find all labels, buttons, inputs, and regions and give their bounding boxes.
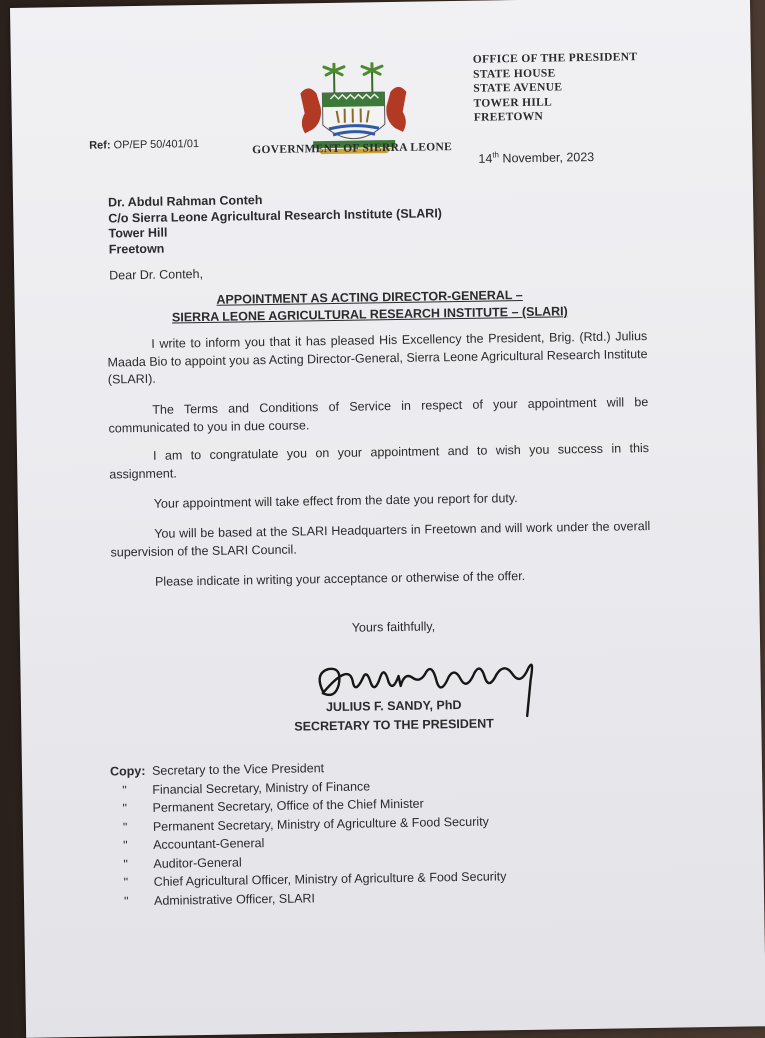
ref-value: OP/EP 50/401/01 [114, 138, 200, 151]
copy-recipient: Accountant-General [153, 834, 264, 854]
recipient-line: Freetown [109, 237, 443, 258]
ditto-mark: " [111, 836, 153, 855]
body-paragraph: I am to congratulate you on your appointment and to wish you success in this assignment. [109, 440, 649, 483]
letterhead-address [473, 50, 639, 125]
date-suffix: th [492, 150, 499, 159]
subject-line: SIERRA LEONE AGRICULTURAL RESEARCH INSTITUTE – (SLARI) [110, 302, 630, 327]
address-line: STATE AVENUE [473, 79, 638, 96]
copy-recipient: Permanent Secretary, Office of the Chief Minister [152, 795, 423, 818]
copy-recipient: Permanent Secretary, Ministry of Agriculture & Food Security [153, 812, 489, 836]
copy-list [110, 756, 507, 910]
ditto-mark: " [111, 817, 153, 836]
address-line: FREETOWN [474, 108, 639, 125]
address-line: OFFICE OF THE PRESIDENT [473, 50, 638, 67]
body-paragraph: The Terms and Conditions of Service in respect of your appointment will be communicated to you in due course. [108, 394, 648, 437]
ditto-mark: " [110, 799, 152, 818]
address-line: TOWER HILL [473, 94, 638, 111]
government-heading: GOVERNMENT OF SIERRA LEONE [252, 141, 452, 156]
copy-label: Copy: [110, 762, 152, 781]
salutation: Dear Dr. Conteh, [109, 267, 203, 282]
letter-date [478, 149, 594, 166]
recipient-line: Tower Hill [108, 221, 442, 242]
ditto-mark: " [112, 873, 154, 892]
body-paragraph: Your appointment will take effect from the date you report for duty. [110, 488, 650, 514]
subject-heading [109, 285, 629, 327]
copy-recipient: Chief Agricultural Officer, Ministry of Agriculture & Food Security [154, 867, 507, 891]
ditto-mark: " [112, 891, 154, 910]
address-line: STATE HOUSE [473, 65, 638, 82]
recipient-address [108, 190, 443, 257]
body-paragraph: You will be based at the SLARI Headquarters in Freetown and will work under the overall supervision of the SLARI Council. [110, 518, 650, 561]
recipient-line: C/o Sierra Leone Agricultural Research Institute (SLARI) [108, 206, 442, 227]
ref-label: Ref: [89, 139, 111, 151]
copy-recipient: Secretary to the Vice President [152, 759, 324, 780]
signatory-name: JULIUS F. SANDY, PhD [326, 698, 462, 714]
copy-recipient: Auditor-General [153, 853, 242, 873]
body-paragraph: Please indicate in writing your acceptance or otherwise of the offer. [111, 566, 651, 592]
signatory-title: SECRETARY TO THE PRESIDENT [294, 716, 494, 733]
recipient-name: Dr. Abdul Rahman Conteh [108, 190, 442, 211]
body-paragraph: I write to inform you that it has pleased His Excellency the President, Brig. (Rtd.) Julius Maada Bio to appoint you as Acting Director-General, Sierra Leone Agricultural Research Institute (SLARI). [107, 328, 648, 389]
copy-recipient: Administrative Officer, SLARI [154, 889, 315, 910]
date-rest: November, 2023 [499, 150, 594, 165]
ditto-mark: " [110, 780, 152, 799]
copy-recipient: Financial Secretary, Ministry of Finance [152, 777, 370, 799]
letter-page [10, 0, 765, 1038]
closing: Yours faithfully, [352, 619, 436, 634]
ditto-mark: " [111, 854, 153, 873]
reference-number [89, 138, 199, 152]
date-day: 14 [478, 152, 492, 166]
subject-line: APPOINTMENT AS ACTING DIRECTOR-GENERAL – [109, 285, 629, 310]
